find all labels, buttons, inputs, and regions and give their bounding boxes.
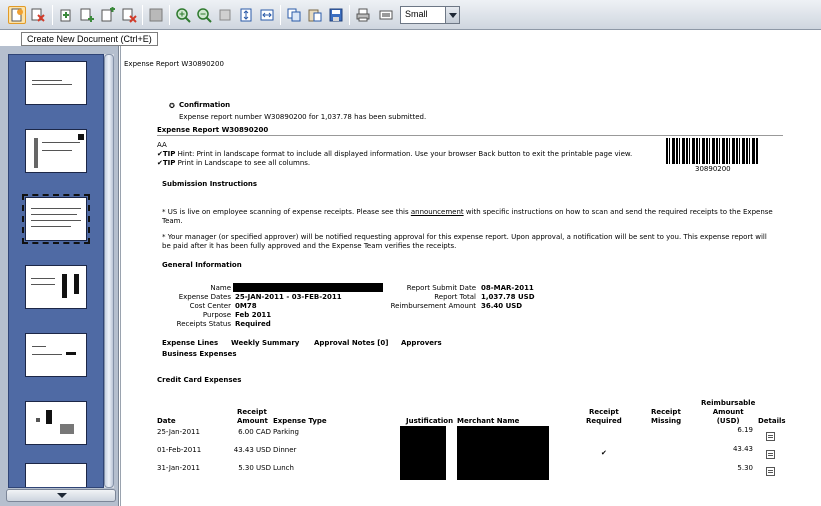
fit-height-icon	[238, 7, 254, 23]
confirmation-icon: ✪	[169, 102, 175, 110]
tooltip: Create New Document (Ctrl+E)	[21, 32, 158, 46]
insert-page-icon	[58, 7, 74, 23]
report-title: Expense Report W30890200	[157, 126, 269, 134]
new-document-button[interactable]	[8, 6, 26, 24]
row-date: 25-Jan-2011	[157, 428, 200, 436]
row-reimbursable: 6.19	[737, 426, 753, 434]
approvers-link[interactable]: Approvers	[401, 339, 442, 347]
row-type: Dinner	[273, 446, 297, 454]
page-thumbnail[interactable]	[25, 129, 87, 173]
new-document-icon	[9, 7, 25, 23]
toolbar	[0, 0, 821, 30]
weekly-summary-link[interactable]: Weekly Summary	[231, 339, 300, 347]
zoom-out-button[interactable]	[195, 6, 213, 24]
col-reimbursable: Reimbursable Amount (USD)	[701, 399, 756, 425]
submit-date-value: 08-MAR-2011	[481, 284, 534, 292]
chevron-down-icon[interactable]	[445, 7, 459, 23]
page-thumbnail[interactable]	[25, 61, 87, 105]
receipts-status-value: Required	[235, 320, 271, 328]
col-date: Date	[157, 417, 176, 425]
page-thumbnail[interactable]	[25, 197, 87, 241]
expense-dates-label: Expense Dates	[178, 293, 231, 301]
remove-page-icon	[121, 7, 137, 23]
cost-center-label: Cost Center	[189, 302, 231, 310]
report-total-value: 1,037.78 USD	[481, 293, 535, 301]
barcode-number: 30890200	[695, 165, 731, 173]
page-properties-button[interactable]	[147, 6, 165, 24]
remove-page-button[interactable]	[120, 6, 138, 24]
submission-text-2: * Your manager (or specified approver) will be notified requesting approval for this expense report. Upon approval, a notification will be sent to you. This expense report will	[162, 233, 767, 241]
row-reimbursable: 43.43	[732, 445, 753, 453]
barcode	[666, 138, 758, 164]
row-reimbursable: 5.30	[737, 464, 753, 472]
document-header: Expense Report W30890200	[124, 60, 224, 68]
fit-width-button[interactable]	[258, 6, 276, 24]
save-icon	[328, 7, 344, 23]
scroll-down-button[interactable]	[6, 489, 116, 502]
announcement-link[interactable]: announcement	[410, 208, 464, 216]
tip-label: TIP	[162, 159, 176, 167]
redacted-justification	[400, 426, 446, 480]
row-type: Parking	[273, 428, 299, 436]
row-required-check: ✔	[601, 449, 607, 457]
scrollbar-thumb[interactable]	[104, 54, 114, 488]
paste-icon	[307, 7, 323, 23]
row-date: 01-Feb-2011	[157, 446, 202, 454]
view-icon	[378, 7, 394, 23]
col-merchant-name: Merchant Name	[457, 417, 520, 425]
name-label: Name	[210, 284, 231, 292]
col-receipt-required: Receipt Required	[586, 408, 622, 425]
page-thumbnail[interactable]	[25, 463, 87, 488]
copy-icon	[286, 7, 302, 23]
confirmation-title: Confirmation	[179, 101, 231, 109]
col-receipt-missing: Receipt Missing	[651, 408, 682, 425]
submission-text-1b: Team.	[162, 217, 183, 225]
row-type: Lunch	[273, 464, 294, 472]
submission-text-1: * US is live on employee scanning of expense receipts. Please see this announcement with specific instructions on how to scan and send the required receipts to the Expense	[162, 208, 773, 216]
page-thumbnail[interactable]	[25, 401, 87, 445]
page-thumbnail[interactable]	[25, 265, 87, 309]
aa-text: AA	[157, 141, 167, 149]
general-info-title: General Information	[162, 261, 242, 269]
fit-width-icon	[259, 7, 275, 23]
add-page-button[interactable]	[99, 6, 117, 24]
col-justification: Justification	[406, 417, 454, 425]
redacted-merchant	[457, 426, 549, 480]
thumbnail-sidebar	[0, 46, 119, 506]
save-button[interactable]	[327, 6, 345, 24]
cost-center-value: 0M78	[235, 302, 257, 310]
row-date: 31-Jan-2011	[157, 464, 200, 472]
fit-page-button[interactable]	[216, 6, 234, 24]
details-icon[interactable]	[766, 450, 775, 459]
insert-page-button[interactable]	[57, 6, 75, 24]
page-properties-icon	[148, 7, 164, 23]
expense-dates-value: 25-JAN-2011 - 03-FEB-2011	[235, 293, 342, 301]
report-total-label: Report Total	[434, 293, 476, 301]
tip-hint-text: Hint: Print in landscape format to include all displayed information. Use your browser Back button to exit the printable page view.	[175, 150, 633, 158]
submission-text-2b: be paid after it has been fully approved and the Expense Team verifies the receipts.	[162, 242, 457, 250]
tip-landscape-text: Print in Landscape to see all columns.	[175, 159, 311, 167]
zoom-out-icon	[196, 7, 212, 23]
fit-page-icon	[217, 7, 233, 23]
tip-landscape: ✔TIP Print in Landscape to see all columns.	[157, 159, 311, 167]
zoom-in-button[interactable]	[174, 6, 192, 24]
print-icon	[355, 7, 371, 23]
document-view	[120, 46, 821, 506]
row-amount: 43.43 USD	[233, 446, 271, 454]
col-amount: Amount	[237, 417, 268, 425]
reimbursement-amount-label: Reimbursement Amount	[390, 302, 476, 310]
credit-card-title: Credit Card Expenses	[157, 376, 242, 384]
zoom-size-value: Small	[405, 9, 428, 19]
details-icon[interactable]	[766, 467, 775, 476]
add-page-icon	[100, 7, 116, 23]
page-thumbnail[interactable]	[25, 333, 87, 377]
reimbursement-amount-value: 36.40 USD	[481, 302, 523, 310]
tip-hint: ✔TIP Hint: Print in landscape format to include all displayed information. Use your browser Back button to exit the printable page view.	[157, 150, 633, 158]
purpose-label: Purpose	[202, 311, 231, 319]
delete-document-icon	[30, 7, 46, 23]
receipts-status-label: Receipts Status	[176, 320, 231, 328]
fit-height-button[interactable]	[237, 6, 255, 24]
tip-label: TIP	[162, 150, 176, 158]
row-amount: 5.30 USD	[238, 464, 271, 472]
zoom-in-icon	[175, 7, 191, 23]
col-details: Details	[758, 417, 786, 425]
col-expense-type: Expense Type	[273, 417, 327, 425]
paste-button[interactable]	[306, 6, 324, 24]
row-amount: 6.00 CAD	[238, 428, 271, 436]
thumbnail-list	[8, 54, 104, 488]
append-page-icon	[79, 7, 95, 23]
delete-document-button[interactable]	[29, 6, 47, 24]
expense-lines-link[interactable]: Expense Lines	[162, 339, 219, 347]
submit-date-label: Report Submit Date	[406, 284, 476, 292]
col-receipt: Receipt	[237, 408, 267, 416]
print-button[interactable]	[354, 6, 372, 24]
approval-notes-link[interactable]: Approval Notes [0]	[314, 339, 389, 347]
copy-button[interactable]	[285, 6, 303, 24]
zoom-size-select[interactable]	[400, 6, 460, 24]
submission-title: Submission Instructions	[162, 180, 258, 188]
redacted-name	[233, 283, 383, 292]
append-page-button[interactable]	[78, 6, 96, 24]
confirmation-text: Expense report number W30890200 for 1,037.78 has been submitted.	[179, 113, 427, 121]
business-expenses-link[interactable]: Business Expenses	[162, 350, 237, 358]
details-icon[interactable]	[766, 432, 775, 441]
view-button[interactable]	[377, 6, 395, 24]
purpose-value: Feb 2011	[235, 311, 272, 319]
